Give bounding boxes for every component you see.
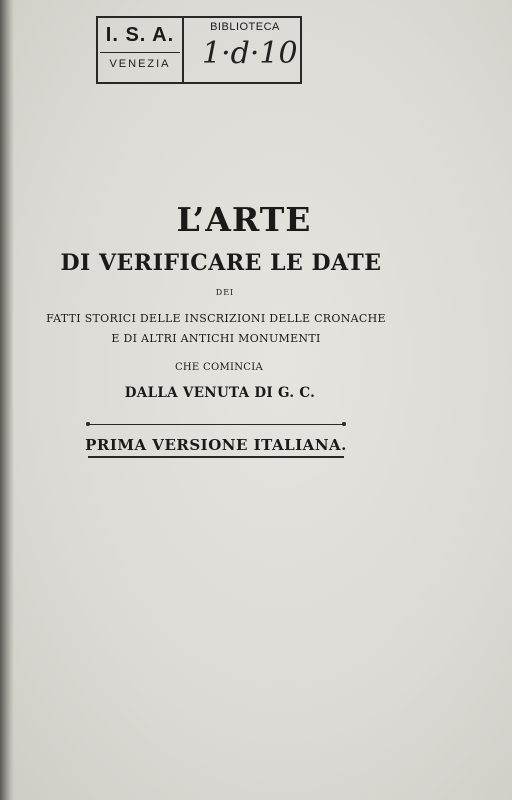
- title-secondary: DI VERIFICARE LE DATE: [60, 250, 382, 276]
- library-stamp: [96, 16, 302, 84]
- subtitle-venuta: DALLA VENUTA DI G. C.: [124, 385, 316, 401]
- ornamental-rule-top: [88, 424, 344, 425]
- subtitle-che-comincia: CHE COMINCIA: [174, 362, 264, 373]
- ornamental-rule-bottom: [88, 456, 344, 458]
- stamp-city: VENEZIA: [109, 58, 171, 70]
- stamp-shelfmark: 1·d·10: [202, 36, 298, 71]
- stamp-institution-box: [98, 18, 184, 82]
- stamp-divider: [100, 52, 180, 53]
- stamp-library: BIBLIOTECA: [210, 21, 280, 33]
- edition-label: PRIMA VERSIONE ITALIANA.: [85, 436, 347, 454]
- subtitle-line-2: E DI ALTRI ANTICHI MONUMENTI: [111, 332, 321, 345]
- subtitle-line-1: FATTI STORICI DELLE INSCRIZIONI DELLE CRONACHE: [46, 312, 386, 325]
- title-main: L’ARTE: [176, 200, 312, 239]
- stamp-institution: I. S. A.: [105, 24, 175, 46]
- title-dei: DEI: [215, 288, 235, 297]
